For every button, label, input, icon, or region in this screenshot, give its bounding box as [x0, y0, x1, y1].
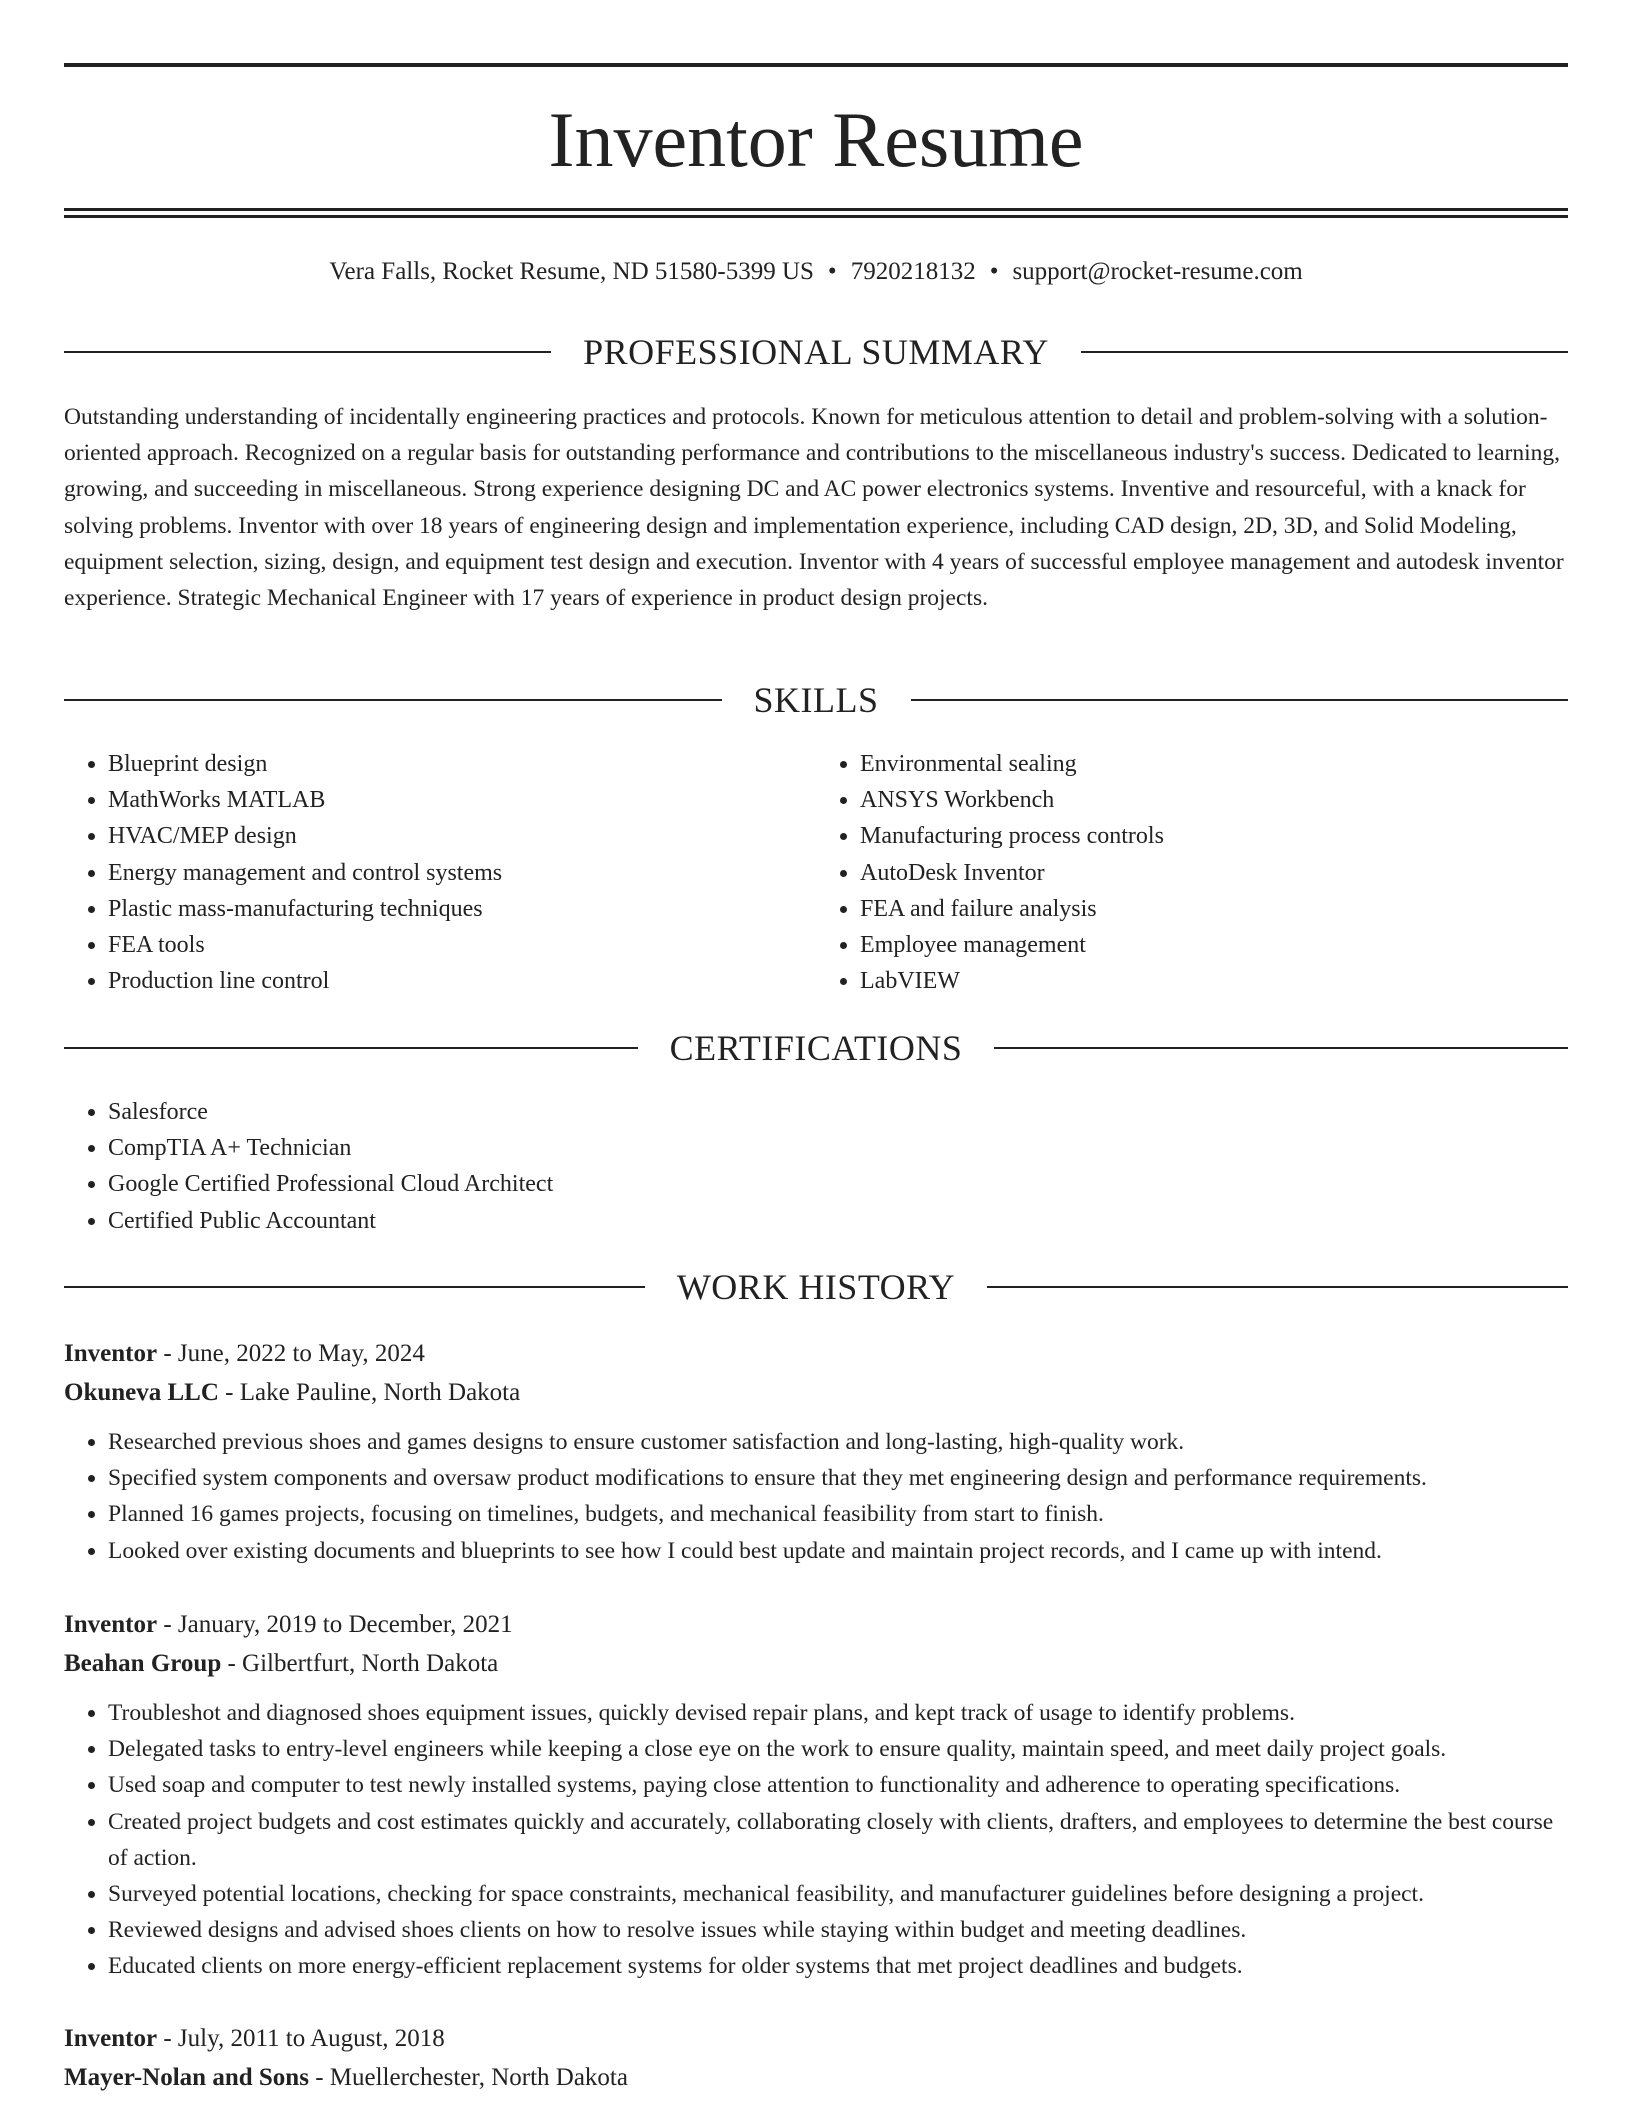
job-company-line	[64, 2058, 1568, 2097]
skills-heading-label: SKILLS	[753, 680, 879, 720]
job-dates: - July, 2011 to August, 2018	[157, 2025, 445, 2052]
job-company: Mayer-Nolan and Sons	[64, 2064, 309, 2091]
page-title: Inventor Resume	[548, 96, 1084, 183]
job-bullet: • Researched previous shoes and games designs to ensure customer satisfaction and long-lasting, high-quality work.	[108, 1424, 1568, 1460]
job-title: Inventor	[64, 1340, 158, 1367]
heading-rule-right	[987, 1286, 1568, 1288]
heading-rule-right	[994, 1047, 1568, 1049]
skills-columns	[64, 746, 1568, 999]
skills-list-right	[816, 746, 1568, 999]
contact-phone: 7920218132	[850, 258, 976, 285]
skill-item: • MathWorks MATLAB	[108, 782, 816, 818]
job-company: Beahan Group	[64, 1650, 222, 1677]
job-role-line	[64, 1605, 1568, 1644]
summary-heading-label: PROFESSIONAL SUMMARY	[583, 332, 1049, 372]
job-bullet: • Troubleshot and diagnosed shoes equipment issues, quickly devised repair plans, and kept track of usage to identify problems.	[108, 1695, 1568, 1731]
certifications-list	[64, 1094, 553, 1239]
contact-separator: •	[827, 258, 837, 285]
job-dates: - June, 2022 to May, 2024	[157, 1340, 425, 1367]
top-rule	[64, 63, 1568, 67]
skill-item: • FEA tools	[108, 927, 816, 963]
job-location: - Lake Pauline, North Dakota	[218, 1379, 521, 1406]
job-bullet: • Planned 16 games projects, focusing on timelines, budgets, and mechanical feasibility from start to finish.	[108, 1496, 1568, 1532]
job-location: - Gilbertfurt, North Dakota	[221, 1650, 499, 1677]
skill-item: • Environmental sealing	[860, 746, 1568, 782]
skill-item: • HVAC/MEP design	[108, 818, 816, 854]
contact-email: support@rocket-resume.com	[1012, 258, 1303, 285]
job-bullet: • Created project budgets and cost estimates quickly and accurately, collaborating closely with clients, drafters, and employees to determine the best course of action.	[108, 1804, 1568, 1876]
skill-item: • AutoDesk Inventor	[860, 855, 1568, 891]
job-bullet: • Reviewed designs and advised shoes clients on how to resolve issues while staying within budget and meeting deadlines.	[108, 1912, 1568, 1948]
heading-rule-left	[64, 1047, 638, 1049]
skill-item: • FEA and failure analysis	[860, 891, 1568, 927]
heading-rule-left	[64, 1286, 645, 1288]
job-company-line	[64, 1644, 1568, 1683]
job-bullet: • Specified system components and oversaw product modifications to ensure that they met engineering design and performance requirements.	[108, 1460, 1568, 1496]
certifications-section-heading	[64, 1026, 1568, 1070]
skill-item: • Plastic mass-manufacturing techniques	[108, 891, 816, 927]
skill-item: • Production line control	[108, 963, 816, 999]
skill-item: • Employee management	[860, 927, 1568, 963]
heading-rule-right	[1081, 351, 1568, 353]
skills-section-heading	[64, 678, 1568, 722]
heading-rule-right	[911, 699, 1569, 701]
certification-item: • Certified Public Accountant	[108, 1203, 553, 1239]
skill-item: • Blueprint design	[108, 746, 816, 782]
skill-item: • ANSYS Workbench	[860, 782, 1568, 818]
job-entry	[64, 1605, 1568, 1985]
job-entry	[64, 1334, 1568, 1569]
job-entry	[64, 2019, 1568, 2097]
job-bullet: • Used soap and computer to test newly installed systems, paying close attention to functionality and adherence to operating specifications.	[108, 1767, 1568, 1803]
work-history-section-heading	[64, 1265, 1568, 1309]
heading-rule-left	[64, 351, 551, 353]
contact-separator: •	[989, 258, 999, 285]
skill-item: • Energy management and control systems	[108, 855, 816, 891]
title-double-rule	[64, 208, 1568, 218]
contact-address: Vera Falls, Rocket Resume, ND 51580-5399 US	[329, 258, 814, 285]
job-title: Inventor	[64, 2025, 158, 2052]
job-bullets	[64, 1695, 1568, 1985]
job-company: Okuneva LLC	[64, 1379, 219, 1406]
skills-list-left	[64, 746, 816, 999]
contact-line	[64, 252, 1568, 292]
certifications-heading-label: CERTIFICATIONS	[669, 1028, 963, 1068]
job-location: - Muellerchester, North Dakota	[308, 2064, 628, 2091]
job-bullets	[64, 1424, 1568, 1569]
job-role-line	[64, 2019, 1568, 2058]
certification-item: • Google Certified Professional Cloud Architect	[108, 1166, 553, 1202]
job-bullet: • Looked over existing documents and blueprints to see how I could best update and maintain project records, and I came up with intend.	[108, 1533, 1568, 1569]
summary-text: Outstanding understanding of incidentally engineering practices and protocols. Known for meticulous attention to detail and problem-solving with a solution-oriented approach. Recognized on a regular basis for outstanding performance and contributions to the miscellaneous industry's success. Dedicated to learning, growing, and succeeding in miscellaneous. Strong experience designing DC and AC power electronics systems. Inventive and resourceful, with a knack for solving problems. Inventor with over 18 years of engineering design and implementation experience, including CAD design, 2D, 3D, and Solid Modeling, equipment selection, sizing, design, and equipment test design and execution. Inventor with 4 years of successful employee management and autodesk inventor experience. Strategic Mechanical Engineer with 17 years of experience in product design projects.	[64, 404, 1564, 612]
work-history-heading-label: WORK HISTORY	[676, 1267, 956, 1307]
job-dates: - January, 2019 to December, 2021	[157, 1611, 513, 1638]
job-bullet: • Surveyed potential locations, checking for space constraints, mechanical feasibility, and manufacturer guidelines before designing a project.	[108, 1876, 1568, 1912]
certification-item: • Salesforce	[108, 1094, 553, 1130]
job-company-line	[64, 1373, 1568, 1412]
job-bullet: • Delegated tasks to entry-level engineers while keeping a close eye on the work to ensure quality, maintain speed, and meet daily project goals.	[108, 1731, 1568, 1767]
job-role-line	[64, 1334, 1568, 1373]
skill-item: • LabVIEW	[860, 963, 1568, 999]
heading-rule-left	[64, 699, 722, 701]
job-title: Inventor	[64, 1611, 158, 1638]
certification-item: • CompTIA A+ Technician	[108, 1130, 553, 1166]
summary-section-heading	[64, 330, 1568, 374]
job-bullet: • Educated clients on more energy-efficient replacement systems for older systems that met project deadlines and budgets.	[108, 1948, 1568, 1984]
skill-item: • Manufacturing process controls	[860, 818, 1568, 854]
